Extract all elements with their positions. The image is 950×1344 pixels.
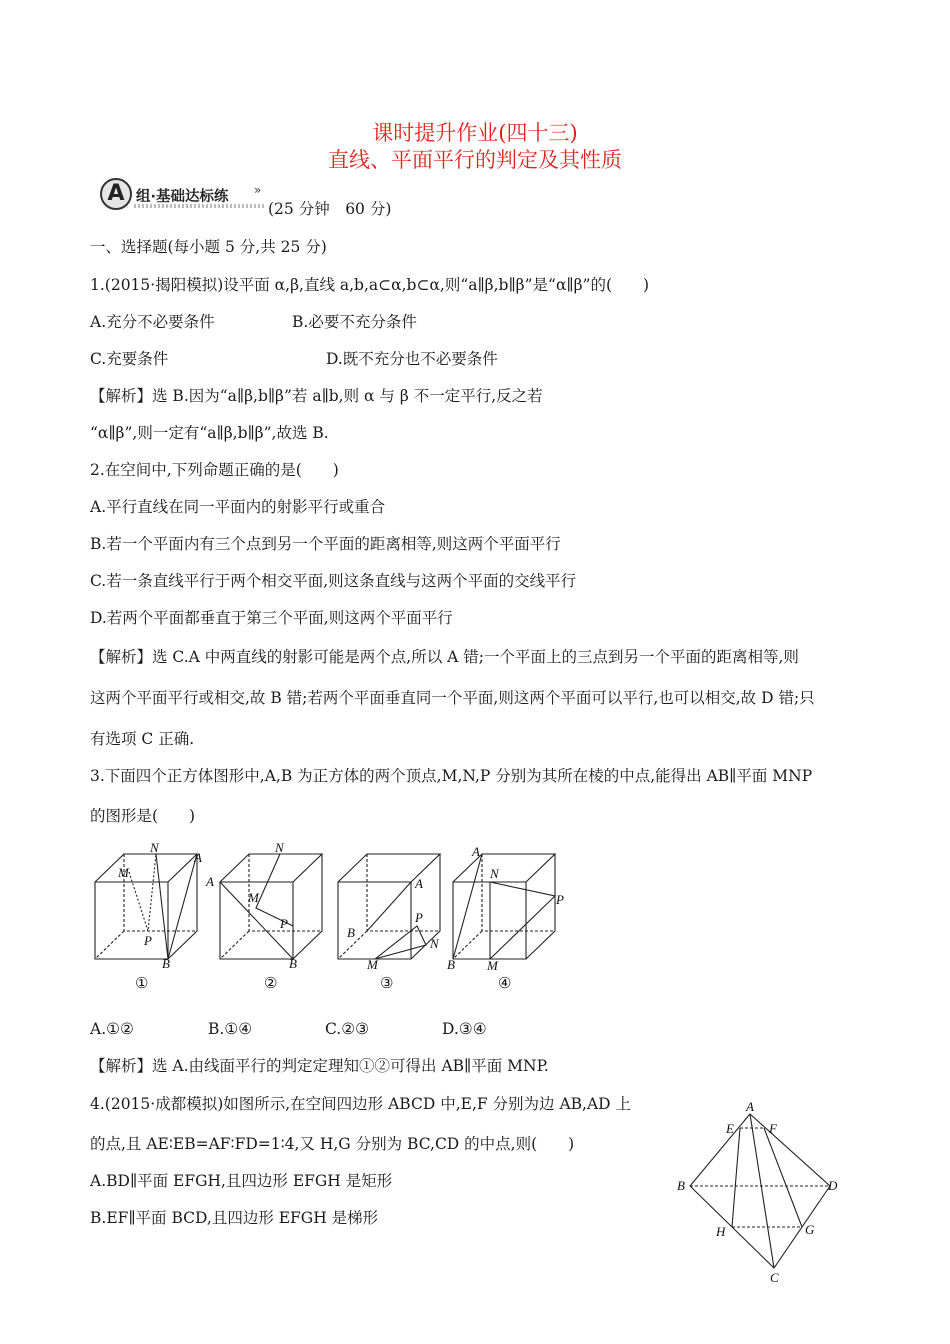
q3-stem-line1: 3.下面四个正方体图形中,A,B 为正方体的两个顶点,M,N,P 分别为其所在棱的中点,能得出 AB∥平面 MNP	[90, 767, 813, 785]
section-badge-letter: A	[100, 178, 132, 210]
svg-text:N: N	[150, 840, 159, 855]
svg-text:F: F	[769, 1121, 777, 1136]
cube-figure-4	[453, 854, 555, 959]
svg-text:B: B	[162, 956, 170, 971]
svg-text:N: N	[430, 936, 439, 951]
q3-option-c: C.②③	[325, 1020, 370, 1038]
part-heading: 一、选择题(每小题 5 分,共 25 分)	[90, 238, 327, 256]
svg-text:B: B	[289, 956, 297, 971]
q2-solution-line2: 这两个平面平行或相交,故 B 错;若两个平面垂直同一个平面,则这两个平面可以平行,也可以相交,故 D 错;只	[90, 689, 815, 707]
q4-option-a: A.BD∥平面 EFGH,且四边形 EFGH 是矩形	[90, 1172, 393, 1190]
q1-option-b: B.必要不充分条件	[292, 313, 417, 331]
page-title: 课时提升作业(四十三)	[372, 121, 578, 145]
q1-solution-line1: 【解析】选 B.因为“a∥β,b∥β”若 a∥b,则 α 与 β 不一定平行,反之若	[90, 387, 543, 405]
figure-caption-1: ①	[135, 976, 149, 992]
q3-stem-line2: 的图形是( )	[90, 807, 196, 825]
q2-solution-line3: 有选项 C 正确.	[90, 730, 195, 748]
svg-text:M: M	[248, 890, 259, 905]
q3-option-a: A.①②	[90, 1020, 134, 1038]
q1-stem: 1.(2015·揭阳模拟)设平面 α,β,直线 a,b,a⊂α,b⊂α,则“a∥β,b∥β”是“α∥β”的( )	[90, 276, 650, 294]
q3-option-b: B.①④	[208, 1020, 253, 1038]
svg-text:N: N	[490, 866, 499, 881]
q2-stem: 2.在空间中,下列命题正确的是( )	[90, 461, 339, 479]
figure-caption-4: ④	[498, 976, 512, 992]
q4-stem-line2: 的点,且 AE∶EB=AF∶FD=1∶4,又 H,G 分别为 BC,CD 的中点,则( )	[90, 1135, 575, 1153]
q2-option-b: B.若一个平面内有三个点到另一个平面的距离相等,则这两个平面平行	[90, 535, 561, 553]
svg-text:A: A	[194, 850, 202, 865]
svg-text:B: B	[447, 957, 455, 972]
svg-text:A: A	[206, 874, 214, 889]
cube-figure-3	[338, 854, 440, 959]
time-score: (25 分钟 60 分)	[268, 200, 392, 218]
svg-text:D: D	[828, 1178, 838, 1193]
svg-text:M: M	[118, 865, 129, 880]
q2-solution-line1: 【解析】选 C.A 中两直线的射影可能是两个点,所以 A 错;一个平面上的三点到另一个平面的距离相等,则	[90, 648, 799, 666]
q1-option-a: A.充分不必要条件	[90, 313, 215, 331]
q4-option-b: B.EF∥平面 BCD,且四边形 EFGH 是梯形	[90, 1209, 379, 1227]
double-arrow-icon: »	[254, 183, 262, 197]
svg-text:N: N	[275, 840, 284, 855]
figure-caption-3: ③	[380, 976, 394, 992]
svg-text:P: P	[280, 916, 288, 931]
svg-text:A: A	[746, 1099, 754, 1114]
q3-cube-figures	[80, 838, 580, 998]
svg-text:A: A	[415, 876, 423, 891]
svg-text:C: C	[770, 1270, 779, 1283]
svg-text:E: E	[726, 1121, 734, 1136]
q2-option-d: D.若两个平面都垂直于第三个平面,则这两个平面平行	[90, 609, 453, 627]
svg-text:A: A	[472, 844, 480, 859]
svg-text:H: H	[716, 1224, 726, 1239]
q4-quadrilateral-figure	[670, 1098, 850, 1283]
q1-solution-line2: “α∥β”,则一定有“a∥β,b∥β”,故选 B.	[90, 424, 329, 442]
svg-text:G: G	[805, 1222, 815, 1237]
q2-option-c: C.若一条直线平行于两个相交平面,则这条直线与这两个平面的交线平行	[90, 572, 577, 590]
svg-text:M: M	[487, 958, 498, 973]
svg-text:P: P	[415, 910, 423, 925]
cube-figure-2	[220, 854, 322, 959]
q1-option-d: D.既不充分也不必要条件	[326, 350, 498, 368]
svg-text:P: P	[144, 933, 152, 948]
svg-text:P: P	[556, 892, 564, 907]
q1-option-c: C.充要条件	[90, 350, 169, 368]
q3-solution: 【解析】选 A.由线面平行的判定定理知①②可得出 AB∥平面 MNP.	[90, 1057, 549, 1075]
page-subtitle: 直线、平面平行的判定及其性质	[328, 148, 622, 172]
figure-caption-2: ②	[264, 976, 278, 992]
q4-stem-line1: 4.(2015·成都模拟)如图所示,在空间四边形 ABCD 中,E,F 分别为边 AB,AD 上	[90, 1095, 632, 1113]
q2-option-a: A.平行直线在同一平面内的射影平行或重合	[90, 498, 386, 516]
svg-text:B: B	[677, 1178, 685, 1193]
svg-text:B: B	[347, 925, 355, 940]
section-badge-label: 组·基础达标练	[136, 189, 229, 205]
q3-option-d: D.③④	[442, 1020, 487, 1038]
svg-text:M: M	[367, 957, 378, 972]
